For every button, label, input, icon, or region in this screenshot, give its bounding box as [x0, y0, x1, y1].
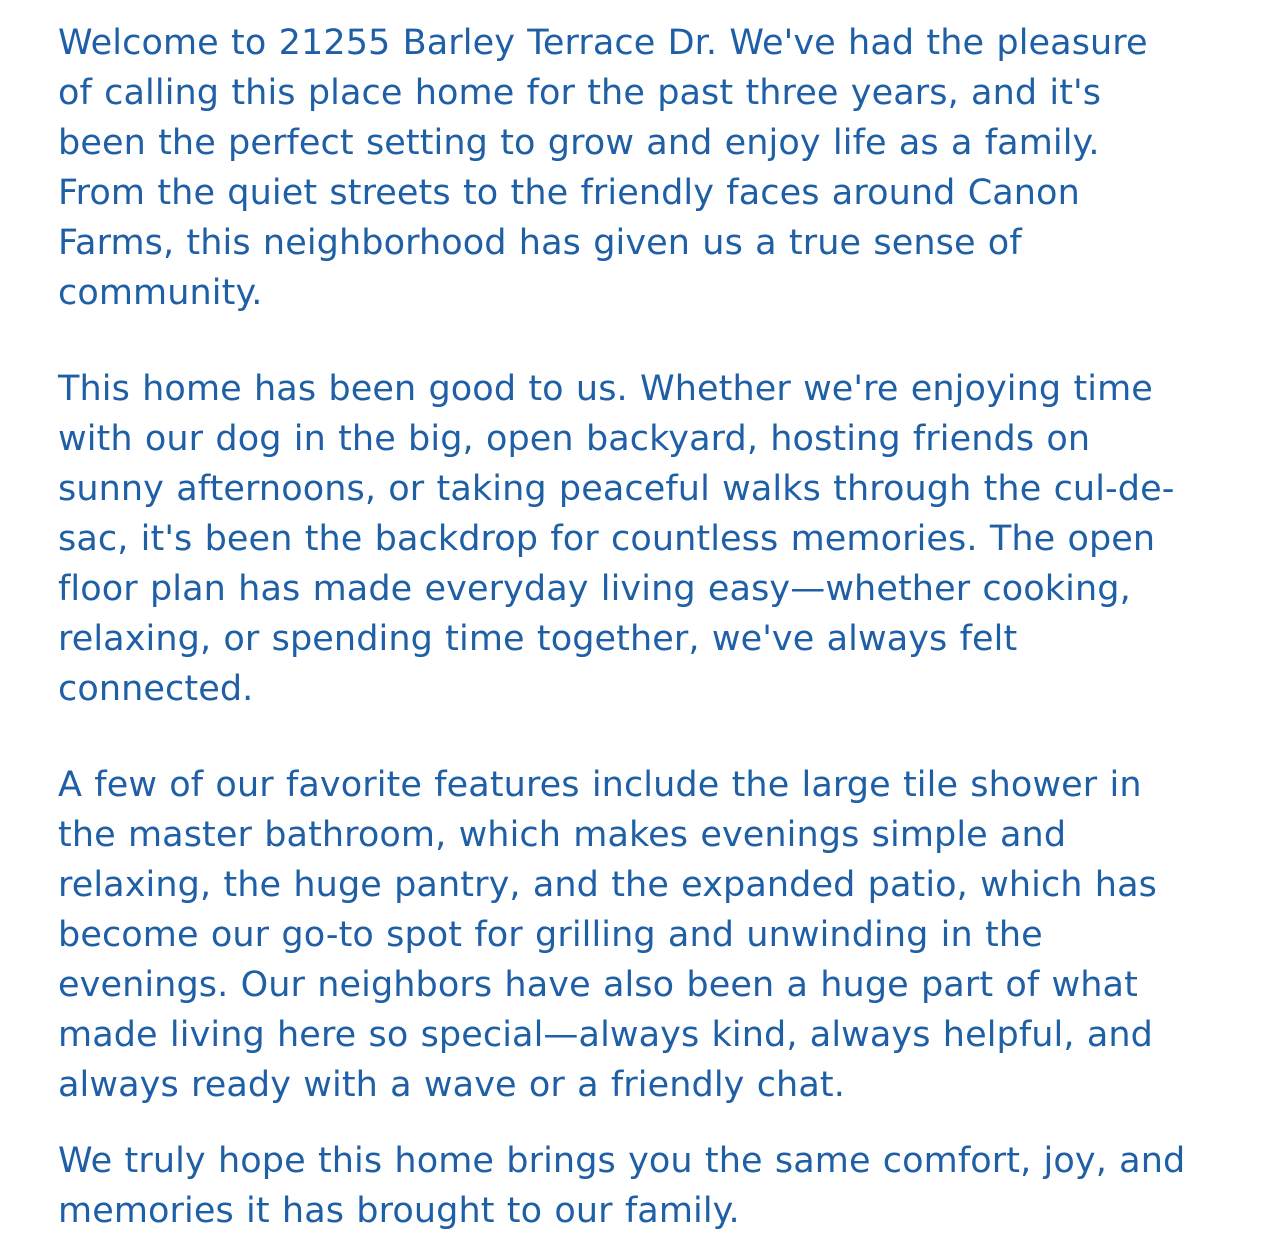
letter-paragraph-1: Welcome to 21255 Barley Terrace Dr. We've had the pleasure of calling this place home for the past three years, and it's been the perfect setting to grow and enjoy life as a family. From the quiet streets to the friendly faces around Canon Farms, this neighborhood has given us a true sense of community.: [58, 23, 1148, 313]
letter-paragraph-3: A few of our favorite features include the large tile shower in the master bathroom, which makes evenings simple and relaxing, the huge pantry, and the expanded patio, which has become our go-to spot for grilling and unwinding in the evenings. Our neighbors have also been a huge part of what made living here so special—always kind, always helpful, and always ready with a wave or a friendly chat.: [58, 765, 1157, 1105]
letter-paragraph-4: We truly hope this home brings you the same comfort, joy, and memories it has brought to our family.: [58, 1141, 1186, 1231]
letter-paragraph-2: This home has been good to us. Whether we're enjoying time with our dog in the big, open backyard, hosting friends on sunny afternoons, or taking peaceful walks through the cul-de-sac, it's been the backdrop for countless memories. The open floor plan has made everyday living easy—whether cooking, relaxing, or spending time together, we've always felt connected.: [58, 369, 1175, 709]
